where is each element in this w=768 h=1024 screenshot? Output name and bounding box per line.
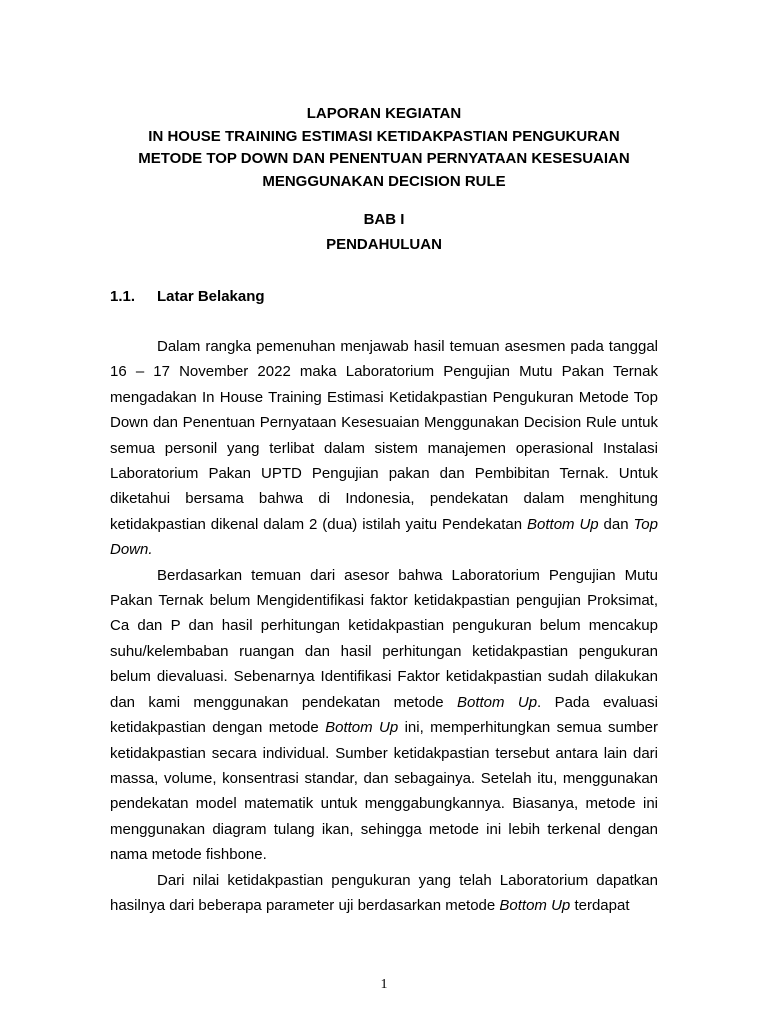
- body-text: [110, 334, 658, 918]
- paragraph-text: ini, memperhitungkan semua sumber ketidakpastian secara individual. Sumber ketidakpastian tersebut antara lain dari massa, volume, konsentrasi standar, dan sebagainya. Setelah itu, menggunakan pendekatan model matematik untuk menggabungkannya. Biasanya, metode ini menggunakan diagram tulang ikan, sehingga metode ini lebih terkenal dengan nama metode fishbone.: [110, 719, 658, 864]
- italic-term: Bottom Up: [499, 896, 571, 914]
- section-heading: [110, 287, 265, 307]
- title-line: LAPORAN KEGIATAN: [306, 105, 462, 122]
- page-number: 1: [380, 977, 388, 992]
- paragraph-text: Dari nilai ketidakpastian pengukuran yang telah Laboratorium dapatkan hasilnya dari beberapa parameter uji berdasarkan metode: [110, 871, 658, 914]
- title-line: MENGGUNAKAN DECISION RULE: [262, 172, 506, 190]
- chapter-label: BAB I: [363, 211, 405, 228]
- section-title: Latar Belakang: [157, 288, 265, 305]
- paragraph-text: dan: [598, 515, 634, 533]
- chapter-name: PENDAHULUAN: [326, 236, 442, 253]
- document-title: [110, 103, 658, 193]
- paragraph-text: Dalam rangka pemenuhan menjawab hasil temuan asesmen pada tanggal 16 – 17 November 2022 maka Laboratorium Pengujian Mutu Pakan Ternak mengadakan In House Training Estimasi Ketidakpastian Pengukuran Metode Top Down dan Penentuan Pernyataan Kesesuaian Menggunakan Decision Rule untuk semua personil yang terlibat dalam sistem manajemen operasional Instalasi Laboratorium Pakan UPTD Pengujian pakan dan Pembibitan Ternak. Untuk diketahui bersama bahwa di Indonesia, pendekatan dalam menghitung ketidakpastian dikenal dalam 2 (dua) istilah yaitu Pendekatan: [110, 338, 658, 533]
- section-number: 1.1.: [110, 288, 136, 305]
- paragraph: [110, 563, 658, 868]
- italic-term: Bottom Up: [325, 719, 399, 737]
- italic-term: Bottom Up: [456, 693, 538, 711]
- chapter-heading: [110, 207, 658, 257]
- paragraph: [110, 334, 658, 563]
- paragraph-text: . Pada evaluasi ketidakpastian dengan metode: [110, 693, 658, 737]
- paragraph: [110, 868, 658, 919]
- title-line: METODE TOP DOWN DAN PENENTUAN PERNYATAAN KESESUAIAN: [138, 150, 630, 167]
- paragraph-text: terdapat: [570, 896, 630, 914]
- italic-term: Top Down.: [110, 515, 658, 559]
- italic-term: Bottom Up: [527, 515, 599, 533]
- title-line: IN HOUSE TRAINING ESTIMASI KETIDAKPASTIAN PENGUKURAN: [148, 127, 620, 145]
- paragraph-text: Berdasarkan temuan dari asesor bahwa Laboratorium Pengujian Mutu Pakan Ternak belum Mengidentifikasi faktor ketidakpastian pengujian Proksimat, Ca dan P dan hasil perhitungan ketidakpastian pengukuran belum mencakup suhu/kelembaban ruangan dan hasil perhitungan ketidakpastian pengukuran belum dievaluasi. Sebenarnya Identifikasi Faktor ketidakpastian sudah dilakukan dan kami menggunakan pendekatan metode: [110, 566, 658, 711]
